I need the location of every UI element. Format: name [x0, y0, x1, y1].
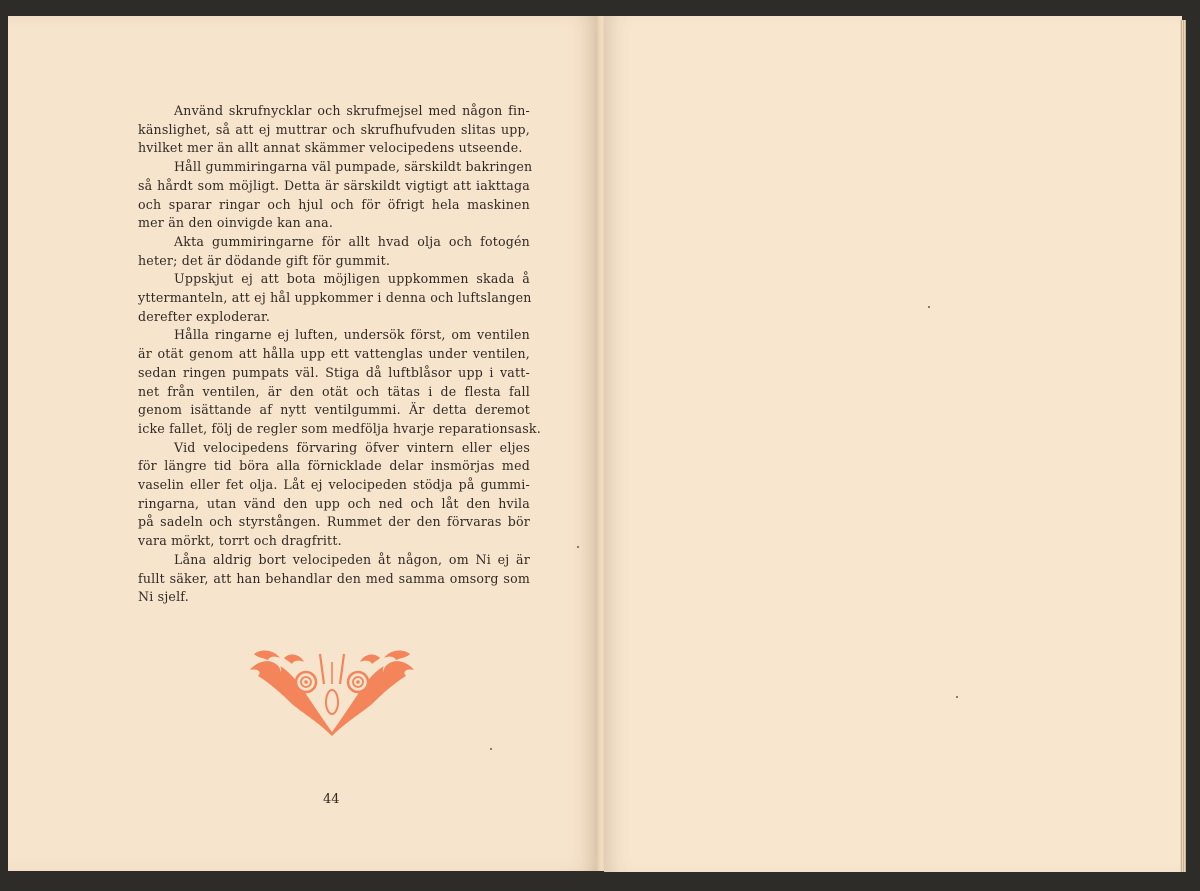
text-line: Akta gummiringarne för allt hvad olja och fotogén [174, 233, 530, 249]
text-line: fullt säker, att han behandlar den med samma omsorg som [138, 570, 530, 586]
paragraph [138, 551, 530, 607]
page-number: 44 [323, 792, 340, 807]
text-line: ringarna, utan vänd den upp och ned och låt den hvila [138, 495, 530, 511]
text-line: Vid velocipedens förvaring öfver vintern eller eljes [174, 439, 530, 455]
text-line: vaselin eller fet olja. Låt ej velocipeden stödja på gummi- [138, 477, 530, 493]
text-line: för längre tid böra alla förnicklade delar insmörjas med [138, 458, 530, 474]
text-line: Ni sjelf. [138, 589, 189, 605]
text-line: är otät genom att hålla upp ett vattenglas under ventilen, [138, 346, 530, 362]
art-nouveau-floral-ornament-icon [246, 648, 418, 736]
text-line: net från ventilen, är den otät och tätas i de flesta fall [138, 383, 530, 399]
text-line: sedan ringen pumpats väl. Stiga då luftblåsor upp i vatt- [138, 364, 530, 380]
left-page [8, 16, 598, 871]
text-line: känslighet, så att ej muttrar och skrufhufvuden slitas upp, [138, 121, 530, 137]
text-line: hvilket mer än allt annat skämmer velocipedens utseende. [138, 140, 523, 156]
paragraph [138, 270, 530, 326]
text-line: så hårdt som möjligt. Detta är särskildt vigtigt att iakttaga [138, 177, 530, 193]
right-page-blank [604, 16, 1182, 872]
paragraph [138, 102, 530, 158]
text-line: Hålla ringarne ej luften, undersök först, om ventilen [174, 327, 530, 343]
text-line: mer än den oinvigde kan ana. [138, 215, 334, 231]
text-line: heter; det är dödande gift för gummit. [138, 252, 391, 268]
body-text [138, 102, 541, 607]
paper-speck [490, 748, 492, 750]
text-line: derefter exploderar. [138, 308, 271, 324]
text-line: Låna aldrig bort velocipeden åt någon, om Ni ej är [174, 551, 530, 567]
paper-speck [928, 306, 930, 308]
text-line: och sparar ringar och hjul och för öfrigt hela maskinen [138, 196, 530, 212]
paper-speck [577, 546, 579, 548]
text-line: Håll gummiringarna väl pumpade, särskildt bakringen [174, 159, 533, 175]
text-line: Använd skrufnycklar och skrufmejsel med någon fin- [174, 103, 530, 118]
page-edges [1180, 20, 1186, 872]
text-line: genom isättande af nytt ventilgummi. Är detta deremot [138, 402, 530, 418]
paper-speck [956, 696, 958, 698]
text-line: vara mörkt, torrt och dragfritt. [138, 533, 342, 549]
paragraph [138, 439, 530, 551]
text-line: icke fallet, följ de regler som medfölja hvarje reparationsask. [138, 420, 541, 436]
text-line: Uppskjut ej att bota möjligen uppkommen skada å [174, 271, 530, 287]
text-line: yttermanteln, att ej hål uppkommer i denna och luftslangen [138, 290, 532, 306]
paragraph [138, 158, 533, 233]
paragraph [138, 233, 530, 270]
text-line: på sadeln och styrstången. Rummet der den förvaras bör [138, 514, 530, 530]
paragraph [138, 326, 541, 438]
